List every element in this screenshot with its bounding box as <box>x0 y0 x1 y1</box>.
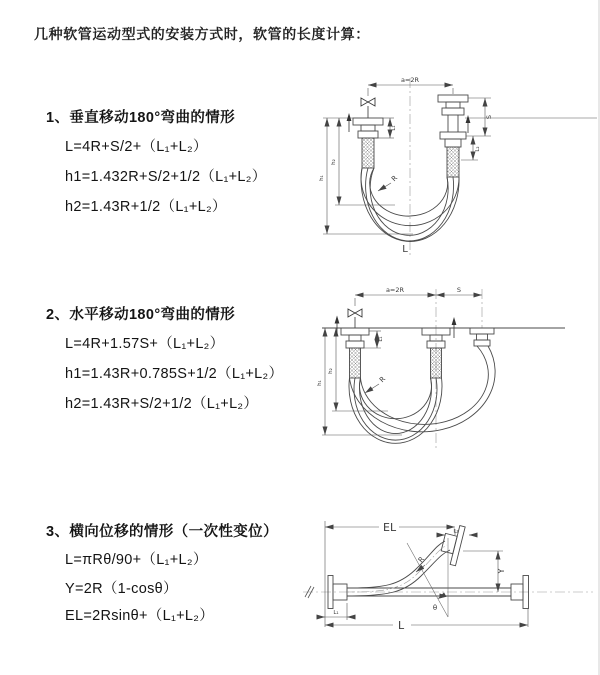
length-label: L <box>402 244 408 255</box>
radius-label: R <box>416 555 427 565</box>
page-title: 几种软管运动型式的安装方式时，软管的长度计算： <box>34 26 370 42</box>
dim-label-l1: L₁ <box>391 125 397 131</box>
movement-arrows <box>347 113 471 133</box>
radius-label: R <box>390 174 400 184</box>
formula: EL=2Rsinθ+（L₁+L₂） <box>65 608 215 624</box>
dimension-lines <box>322 295 482 435</box>
formula: h2=1.43R+1/2（L₁+L₂） <box>65 199 227 215</box>
hose-assembly <box>322 317 565 443</box>
dim-label-l2: L₂ <box>453 528 459 535</box>
section-3-heading: 3、横向位移的情形（一次性变位） <box>46 524 278 540</box>
dim-label-l1: L₁ <box>378 336 384 342</box>
dim-label-h1: h₁ <box>319 175 325 181</box>
hose-assembly <box>353 95 468 241</box>
dim-label-h2: h₂ <box>331 159 337 165</box>
dim-label-l: L <box>398 619 405 632</box>
dim-label-el: EL <box>383 521 397 534</box>
valve-icon <box>361 98 375 106</box>
dim-label-s: S <box>456 286 462 294</box>
diagram-horizontal-bend <box>310 283 600 463</box>
dim-label-s: S <box>485 114 493 120</box>
dim-label-a2r: a=2R <box>400 76 420 84</box>
formula: h1=1.43R+0.785S+1/2（L₁+L₂） <box>65 366 284 382</box>
hose-assembly <box>328 523 529 609</box>
radius-label: R <box>378 375 388 385</box>
formula: L=4R+S/2+（L₁+L₂） <box>65 139 208 155</box>
dim-label-l1: L₁ <box>333 610 339 616</box>
theta-label: θ <box>432 604 438 612</box>
valve-icon <box>348 309 362 317</box>
formula: h1=1.432R+S/2+1/2（L₁+L₂） <box>65 169 267 185</box>
dim-label-a2r: a=2R <box>385 286 405 294</box>
dim-label-h1: h₁ <box>317 380 323 386</box>
dim-label-h2: h₂ <box>328 368 334 374</box>
diagram-vertical-bend <box>315 70 600 265</box>
dim-label-y: Y <box>497 568 506 574</box>
formula: h2=1.43R+S/2+1/2（L₁+L₂） <box>65 396 259 412</box>
formula: L=4R+1.57S+（L₁+L₂） <box>65 336 225 352</box>
dim-label-l2: L₂ <box>475 146 481 152</box>
formula: Y=2R（1-cosθ） <box>65 581 178 597</box>
diagram-lateral-displacement <box>295 505 600 645</box>
section-2-heading: 2、水平移动180°弯曲的情形 <box>46 307 236 323</box>
formula: L=πRθ/90+（L₁+L₂） <box>65 552 208 568</box>
section-1-heading: 1、垂直移动180°弯曲的情形 <box>46 110 236 126</box>
